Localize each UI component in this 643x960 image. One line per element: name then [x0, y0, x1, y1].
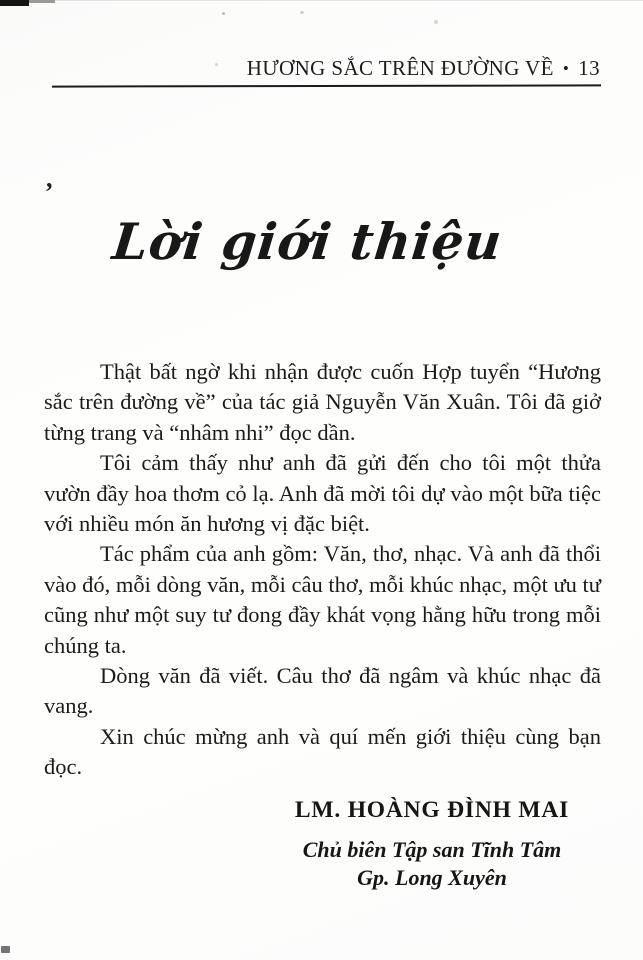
paragraph-1: Thật bất ngờ khi nhận được cuốn Hợp tuyển “Hương sắc trên đường về” của tác giả Nguyễn Văn Xuân. Tôi đã giở từng trang và “nhâm nhi” đọc dần. [44, 359, 601, 445]
header-separator-bullet: • [562, 59, 570, 78]
running-title: HƯƠNG SẮC TRÊN ĐƯỜNG VỀ [246, 56, 554, 80]
stray-comma-mark: , [46, 164, 53, 193]
signature-org: Gp. Long Xuyên [357, 865, 507, 890]
scan-corner-speck [1, 946, 10, 953]
scan-speck [300, 11, 304, 14]
paragraph-5: Xin chúc mừng anh và quí mến giới thiệu cùng bạn đọc. [44, 723, 601, 780]
scan-speck [215, 63, 218, 66]
header-rule [52, 84, 601, 87]
page-number: 13 [578, 56, 600, 80]
running-header [247, 56, 600, 81]
scan-speck [222, 12, 225, 15]
signature-name: LM. HOÀNG ĐÌNH MAI [294, 797, 570, 823]
paragraph-3: Tác phẩm của anh gồm: Văn, thơ, nhạc. Và anh đã thổi vào đó, mỗi dòng văn, mỗi câu thơ, mỗi khúc nhạc, một ưu tư cũng như một suy tư đong đầy khát vọng hằng hữu trong mỗi chúng ta. [44, 541, 601, 658]
section-title: Lời giới thiệu [109, 212, 506, 271]
signature-block [262, 797, 602, 891]
signature-role: Chủ biên Tập san Tĩnh Tâm [302, 837, 562, 862]
scan-speck [434, 20, 438, 24]
body-text [44, 357, 601, 783]
scan-artifact-black-strip [0, 0, 29, 6]
paragraph-2: Tôi cảm thấy như anh đã gửi đến cho tôi một thửa vườn đầy hoa thơm cỏ lạ. Anh đã mời tôi dự vào một bữa tiệc với nhiều món ăn hương vị đặc biệt. [44, 450, 601, 537]
paragraph-4: Dòng văn đã viết. Câu thơ đã ngâm và khúc nhạc đã vang. [44, 663, 601, 719]
scan-edge-line [0, 0, 643, 1]
